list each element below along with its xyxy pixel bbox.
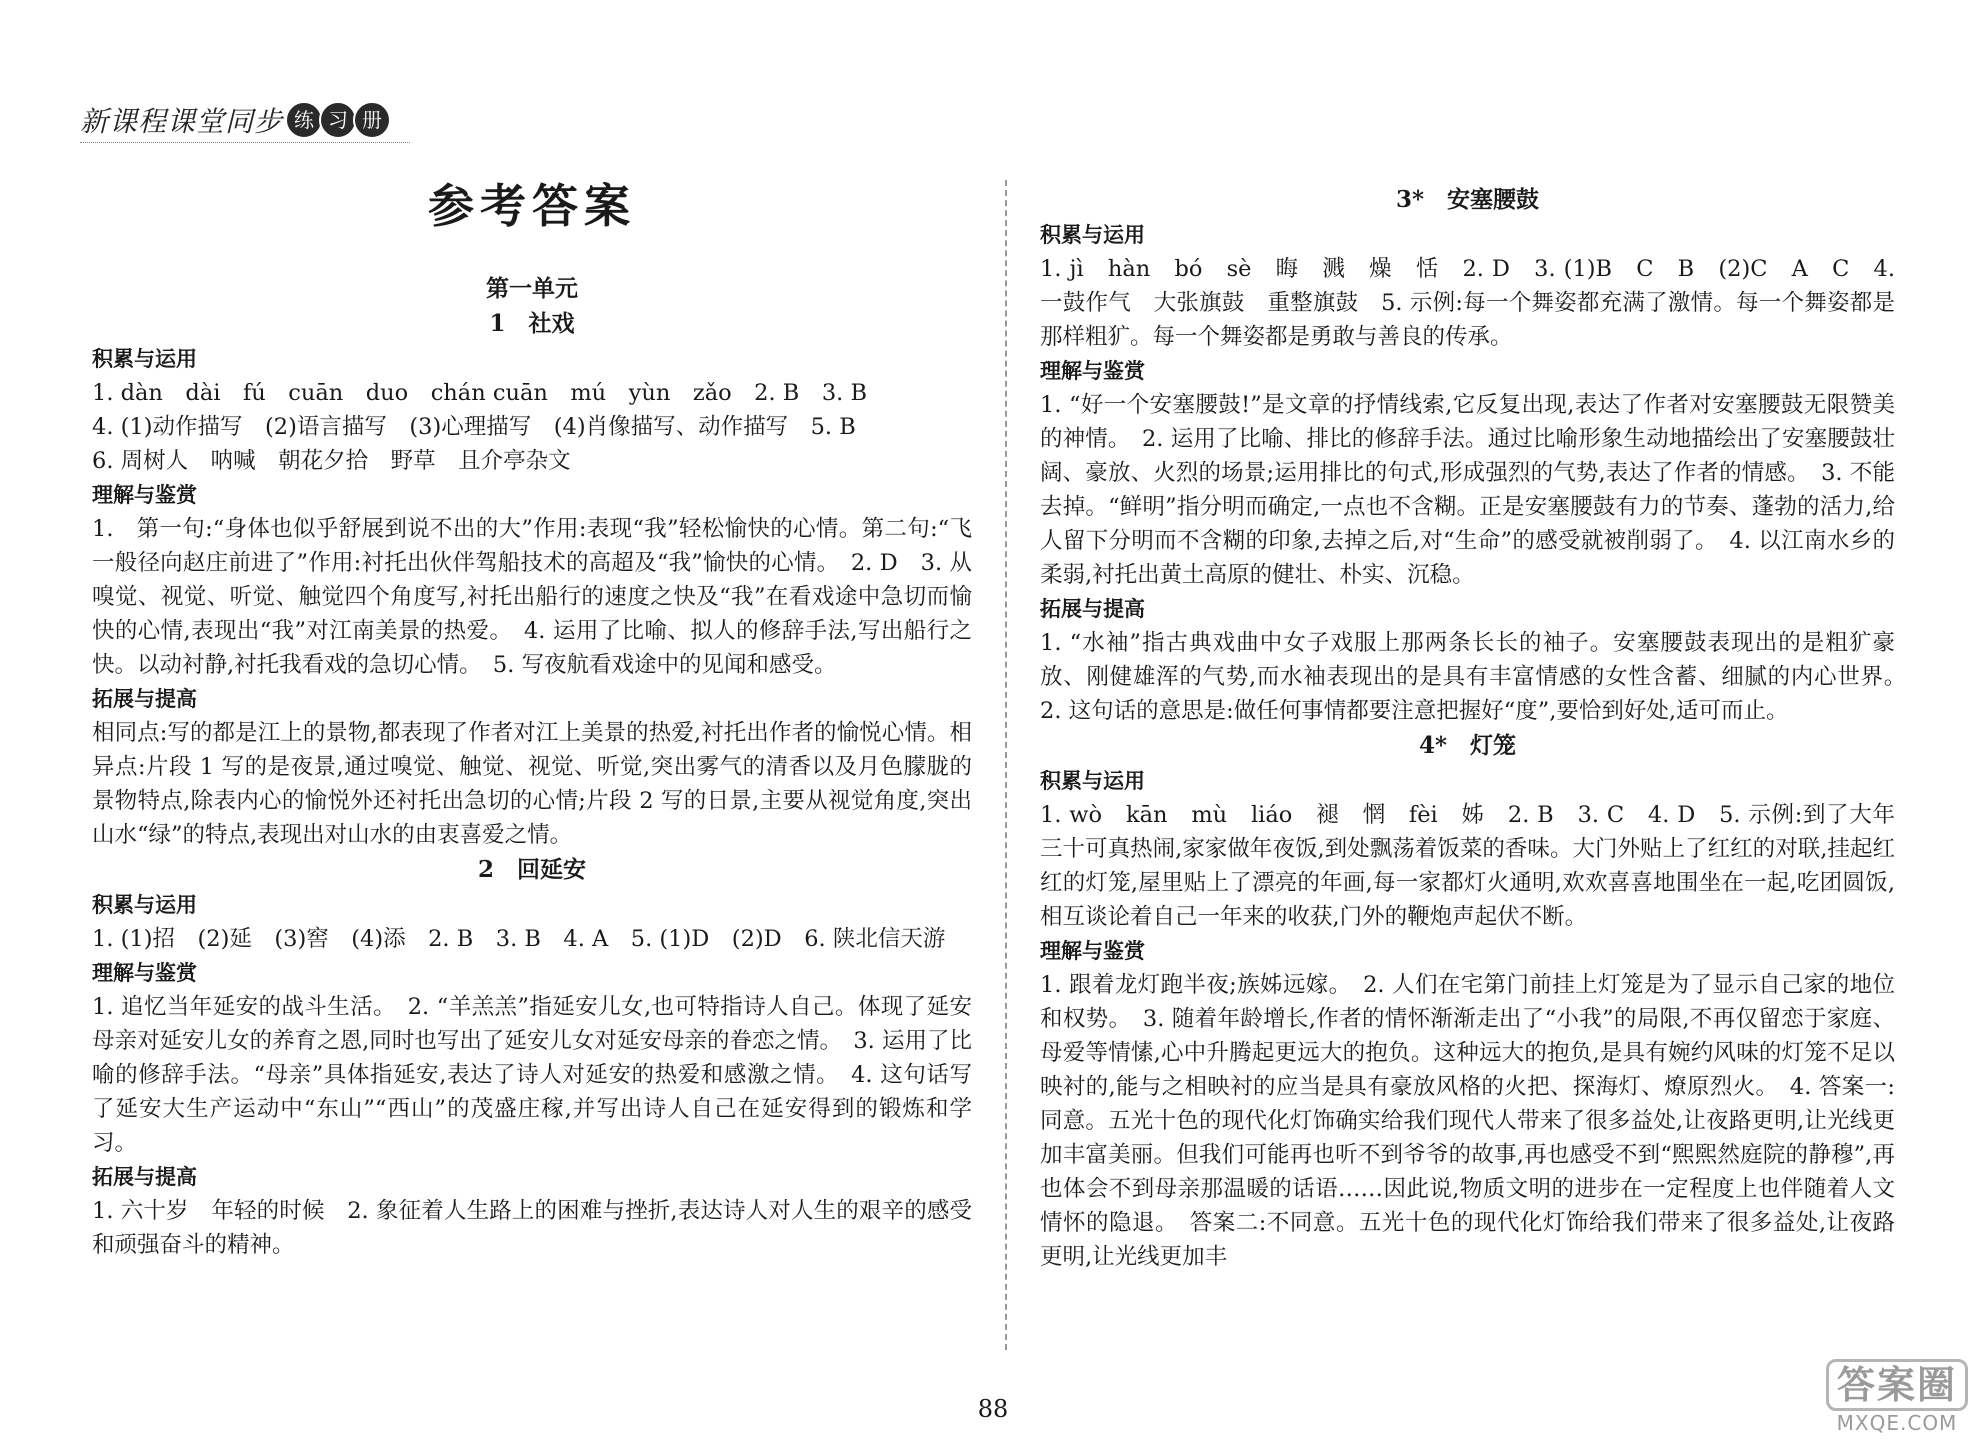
answer-paragraph: 1. wò kān mù liáo 褪 惘 fèi 姊 2. B 3. C 4. D 5. 示例:到了大年三十可真热闹,家家做年夜饭,到处飘荡着饭菜的香味。大门外贴上了红红的对联,挂起红红的灯笼,屋里贴上了漂亮的年画,每一家都灯火通明,欢欢喜喜地围坐在一起,吃团圆饭,相互谈论着自己一年来的收获,门外的鞭炮声起伏不断。 [1040, 802, 1895, 930]
section-heading: 拓展与提高 [92, 1165, 197, 1189]
answer-paragraph: 1. 第一句:“身体也似乎舒展到说不出的大”作用:表现“我”轻松愉快的心情。第二句:“飞一般径向赵庄前进了”作用:衬托出伙伴驾船技术的高超及“我”愉快的心情。 2. D 3. 从嗅觉、视觉、听觉、触觉四个角度写,衬托出船行的速度之快及“我”在看戏途中急切而愉快的心情,表现出“我”对江南美景的热爱。 4. 运用了比喻、拟人的修辞手法,写出船行之快。以动衬静,衬托我看戏的急切心情。 5. 写夜航看戏途中的见闻和感受。 [92, 516, 972, 678]
answer-paragraph: 相同点:写的都是江上的景物,都表现了作者对江上美景的热爱,衬托出作者的愉悦心情。相异点:片段 1 写的是夜景,通过嗅觉、触觉、视觉、听觉,突出雾气的清香以及月色朦胧的景物特点,除表内心的愉悦外还衬托出急切的心情;片段 2 写的日景,主要从视觉角度,突出山水“绿”的特点,表现出对山水的由衷喜爱之情。 [92, 720, 972, 848]
answer-paragraph: 1. 追忆当年延安的战斗生活。 2. “羊羔羔”指延安儿女,也可特指诗人自己。体现了延安母亲对延安儿女的养育之恩,同时也写出了延安儿女对延安母亲的眷恋之情。 3. 运用了比喻的修辞手法。“母亲”具体指延安,表达了诗人对延安的热爱和感激之情。 4. 这句话写了延安大生产运动中“东山”“西山”的茂盛庄稼,并写出诗人自己在延安得到的锻炼和学习。 [92, 994, 972, 1156]
column-divider [1005, 180, 1007, 1350]
badge-char: 习 [319, 101, 357, 139]
answer-paragraph: 1. “好一个安塞腰鼓!”是文章的抒情线索,它反复出现,表达了作者对安塞腰鼓无限赞美的神情。 2. 运用了比喻、排比的修辞手法。通过比喻形象生动地描绘出了安塞腰鼓壮阔、豪放、火烈的场景;运用排比的句式,形成强烈的气势,表达了作者的情感。 3. 不能去掉。“鲜明”指分明而确定,一点也不含糊。正是安塞腰鼓有力的节奏、蓬勃的活力,给人留下分明而不含糊的印象,去掉之后,对“生命”的感受就被削弱了。 4. 以江南水乡的柔弱,衬托出黄土高原的健壮、朴实、沉稳。 [1040, 392, 1895, 588]
answer-paragraph: 1. 跟着龙灯跑半夜;族姊远嫁。 2. 人们在宅第门前挂上灯笼是为了显示自己家的地位和权势。 3. 随着年龄增长,作者的情怀渐渐走出了“小我”的局限,不再仅留恋于家庭、母爱等情愫,心中升腾起更远大的抱负。这种远大的抱负,是具有婉约风味的灯笼不足以映衬的,能与之相映衬的应当是具有豪放风格的火把、探海灯、燎原烈火。 4. 答案一:同意。五光十色的现代化灯饰确实给我们现代人带来了很多益处,让夜路更明,让光线更加丰富美丽。但我们可能再也听不到爷爷的故事,再也感受不到“煕煕然庭院的静穆”,再也体会不到母亲那温暖的话语……因此说,物质文明的进步在一定程度上也伴随着人文情怀的隐退。 答案二:不同意。五光十色的现代化灯饰给我们带来了很多益处,让夜路更明,让光线更加丰 [1040, 972, 1895, 1270]
answer-paragraph: 1. jì hàn bó sè 晦 溅 燥 恬 2. D 3. (1)B C B (2)C A C 4. 一鼓作气 大张旗鼓 重整旗鼓 5. 示例:每一个舞姿都充满了激情。每一个舞姿都是那样粗犷。每一个舞姿都是勇敢与善良的传承。 [1040, 256, 1895, 350]
section-heading: 理解与鉴赏 [92, 483, 197, 507]
section-heading: 理解与鉴赏 [92, 961, 197, 985]
answer-paragraph: 1. 六十岁 年轻的时候 2. 象征着人生路上的困难与挫折,表达诗人对人生的艰辛的感受和顽强奋斗的精神。 [92, 1198, 972, 1258]
section-heading: 理解与鉴赏 [1040, 939, 1145, 963]
lesson-title: 2 回延安 [477, 856, 586, 883]
page-number: 88 [977, 1395, 1009, 1423]
header-divider [80, 142, 410, 143]
answer-paragraph: 1. (1)招 (2)延 (3)窖 (4)添 2. B 3. B 4. A 5. (1)D (2)D 6. 陕北信天游 [92, 926, 946, 952]
watermark-logo: 答案圈 [1826, 1359, 1968, 1411]
answer-paragraph: 1. “水袖”指古典戏曲中女子戏服上那两条长长的袖子。安塞腰鼓表现出的是粗犷豪放、刚健雄浑的气势,而水袖表现出的是具有丰富情感的女性含蓄、细腻的内心世界。 2. 这句话的意思是:做任何事情都要注意把握好“度”,要恰到好处,适可而止。 [1040, 630, 1918, 724]
watermark [1826, 1359, 1968, 1435]
section-heading: 积累与运用 [1040, 769, 1145, 793]
lesson-title: 3* 安塞腰鼓 [1395, 186, 1540, 213]
answer-line: 1. dàn dài fú cuān duo chán cuān mú yùn zǎo 2. B 3. B [92, 380, 867, 406]
right-column [1040, 182, 1918, 1274]
left-column [92, 170, 972, 1262]
section-heading: 积累与运用 [1040, 223, 1145, 247]
answer-line: 4. (1)动作描写 (2)语言描写 (3)心理描写 (4)肖像描写、动作描写 5. B [92, 414, 856, 440]
section-heading: 积累与运用 [92, 347, 197, 371]
book-header [80, 100, 391, 140]
section-heading: 拓展与提高 [92, 687, 197, 711]
unit-title: 第一单元 [486, 275, 578, 302]
watermark-url: MXQE.COM [1836, 1411, 1958, 1435]
section-heading: 理解与鉴赏 [1040, 359, 1145, 383]
series-title: 新课程课堂同步 [80, 105, 284, 138]
series-badge [289, 101, 391, 139]
badge-char: 练 [285, 101, 323, 139]
section-heading: 积累与运用 [92, 893, 197, 917]
lesson-title: 4* 灯笼 [1418, 732, 1517, 759]
section-heading: 拓展与提高 [1040, 597, 1145, 621]
badge-char: 册 [353, 101, 391, 139]
lesson-title: 1 社戏 [489, 310, 575, 337]
answer-line: 6. 周树人 呐喊 朝花夕拾 野草 且介亭杂文 [92, 448, 571, 474]
page-title: 参考答案 [428, 179, 636, 233]
